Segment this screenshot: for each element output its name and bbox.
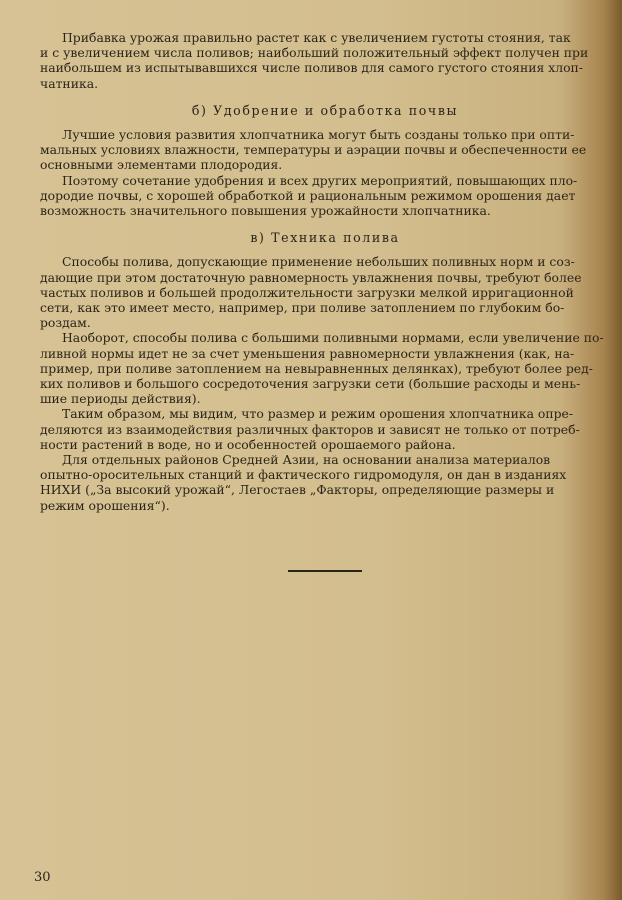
text-line: дающие при этом достаточную равномерность увлажнения почвы, требуют более xyxy=(40,269,582,285)
text-line: НИХИ („За высокий урожай“, Легостаев „Факторы, определяющие размеры и xyxy=(40,482,555,498)
text-line: Способы полива, допускающие применение небольших поливных норм и соз- xyxy=(62,254,575,270)
text-line: ливной нормы идет не за счет уменьшения равномерности увлажнения (как, на- xyxy=(40,345,575,361)
text-line: Таким образом, мы видим, что размер и режим орошения хлопчатника опре- xyxy=(62,406,574,422)
text-line: дородие почвы, с хорошей обработкой и рациональным режимом орошения дает xyxy=(40,187,576,203)
section-divider xyxy=(288,570,362,572)
text-line: наибольшем из испытывавшихся числе поливов для самого густого стояния хлоп- xyxy=(40,60,583,76)
text-line: основными элементами плодородия. xyxy=(40,157,283,173)
text-line: режим орошения“). xyxy=(40,497,170,513)
text-line: Наоборот, способы полива с большими поливными нормами, если увеличение по- xyxy=(62,330,604,346)
text-line: опытно-оросительных станций и фактического гидромодуля, он дан в изданиях xyxy=(40,467,567,483)
paragraph xyxy=(40,452,610,513)
text-line: роздам. xyxy=(40,315,91,331)
text-line: частых поливов и большей продолжительности загрузки мелкой ирригационной xyxy=(40,284,574,300)
text-line: и с увеличением числа поливов; наибольший положительный эффект получен при xyxy=(40,45,589,61)
section-heading-fertilization: б) Удобрение и обработка почвы xyxy=(191,102,459,118)
intro-paragraph xyxy=(40,30,610,91)
text-line: пример, при поливе затоплением на невыравненных делянках), требуют более ред- xyxy=(40,360,593,376)
text-line: возможность значительного повышения урожайности хлопчатника. xyxy=(40,203,491,219)
paragraph xyxy=(40,406,610,452)
paragraph xyxy=(40,254,610,330)
text-line: сети, как это имеет место, например, при поливе затоплением по глубоким бо- xyxy=(40,300,565,316)
text-line: чатника. xyxy=(40,75,99,91)
paragraph xyxy=(40,330,610,406)
text-line: деляются из взаимодействия различных факторов и зависят не только от потреб- xyxy=(40,421,580,437)
text-line: Лучшие условия развития хлопчатника могут быть созданы только при опти- xyxy=(62,127,575,143)
text-line: мальных условиях влажности, температуры и аэрации почвы и обеспеченности ее xyxy=(40,142,587,158)
text-line: Поэтому сочетание удобрения и всех других мероприятий, повышающих пло- xyxy=(62,172,578,188)
text-line: Для отдельных районов Средней Азии, на основании анализа материалов xyxy=(62,452,551,468)
paragraph xyxy=(40,173,610,219)
text-line: ких поливов и большого сосредоточения загрузки сети (большие расходы и мень- xyxy=(40,376,581,392)
document-body xyxy=(40,30,610,513)
section-heading-irrigation-technique: в) Техника полива xyxy=(250,230,400,246)
paragraph xyxy=(40,127,610,173)
page-number: 30 xyxy=(34,870,51,885)
text-line: шие периоды действия). xyxy=(40,391,201,407)
text-line: Прибавка урожая правильно растет как с увеличением густоты стояния, так xyxy=(62,30,571,45)
text-line: ности растений в воде, но и особенностей орошаемого района. xyxy=(40,436,456,452)
